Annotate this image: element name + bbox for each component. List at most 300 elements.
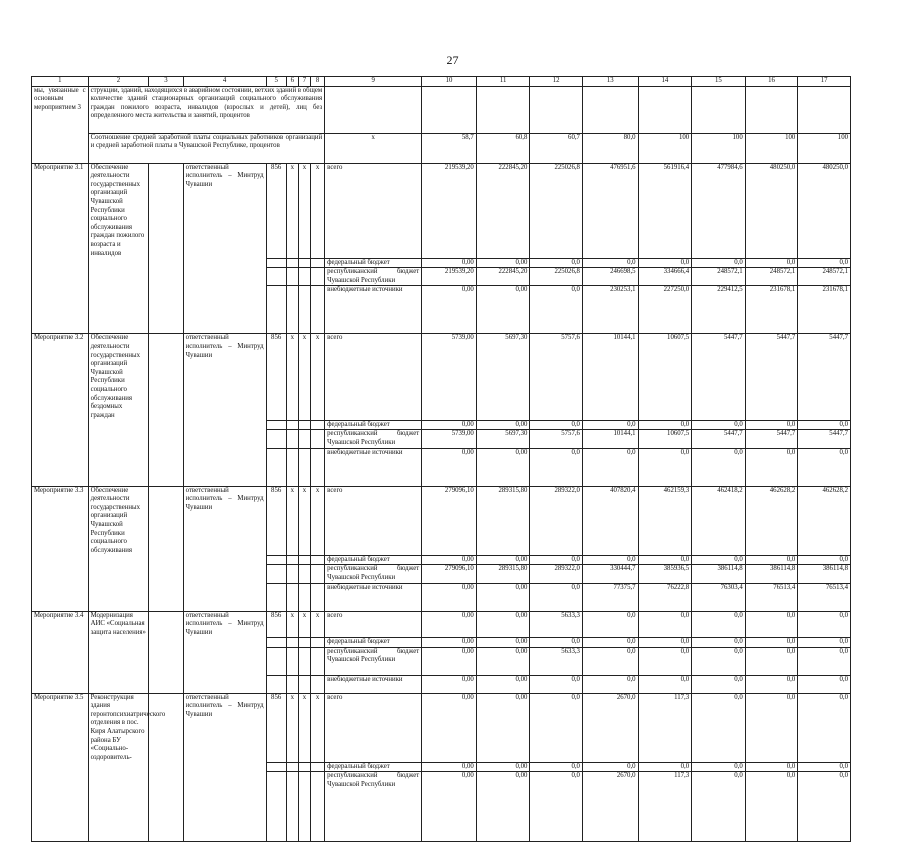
expense-code: x <box>311 611 325 637</box>
empty-cell <box>149 647 183 675</box>
funding-value: 0,0 <box>798 762 851 772</box>
funding-row <box>32 334 851 420</box>
funding-value: 0,0 <box>530 637 583 647</box>
empty-cell <box>183 268 266 286</box>
empty-cell <box>286 637 298 647</box>
empty-cell <box>149 772 183 842</box>
indicator-salary-ratio: Соотношение средней заработной платы социальных работников организаций и средней заработной платы в Чувашской Республике, процентов <box>88 133 325 163</box>
funding-value: 0,00 <box>422 420 477 430</box>
funding-value: 0,00 <box>422 448 477 486</box>
empty-cell <box>32 762 89 772</box>
funding-value: 0,0 <box>745 762 798 772</box>
empty-cell <box>88 448 149 486</box>
funding-source: республиканский бюджет Чувашской Республики <box>325 772 422 842</box>
empty-cell <box>286 772 298 842</box>
empty-cell <box>88 555 149 565</box>
funding-value: 462628,2 <box>745 486 798 555</box>
funding-source: всего <box>325 334 422 420</box>
empty-cell <box>266 420 286 430</box>
funding-source: всего <box>325 486 422 555</box>
budget-code: 856 <box>266 163 286 258</box>
measure-code: Мероприятие 3.4 <box>32 611 89 637</box>
empty-cell <box>298 637 310 647</box>
funding-source: федеральный бюджет <box>325 420 422 430</box>
empty-cell <box>149 611 183 637</box>
funding-value: 0,0 <box>530 420 583 430</box>
column-number: 8 <box>311 77 325 87</box>
column-number: 14 <box>638 77 692 87</box>
funding-value: 5447,7 <box>692 334 746 420</box>
funding-value: 0,0 <box>745 675 798 693</box>
expense-code: x <box>311 693 325 762</box>
funding-row <box>32 647 851 675</box>
program-table <box>31 76 851 842</box>
empty-cell <box>183 430 266 448</box>
budget-code: 856 <box>266 486 286 555</box>
intro-section-label: мы, увязанные с основным мероприятием 3 <box>32 86 89 163</box>
empty-cell <box>32 430 89 448</box>
funding-value: 76222,8 <box>638 583 692 611</box>
funding-value: 0,0 <box>745 258 798 268</box>
funding-value: 0,0 <box>692 258 746 268</box>
empty-cell <box>183 258 266 268</box>
funding-value: 407820,4 <box>582 486 638 555</box>
target-code: x <box>298 163 310 258</box>
column-number: 12 <box>530 77 583 87</box>
funding-value: 0,0 <box>638 555 692 565</box>
funding-value: 10607,5 <box>638 334 692 420</box>
column-number: 11 <box>476 77 530 87</box>
funding-value: 0,0 <box>638 420 692 430</box>
funding-value: 77375,7 <box>582 583 638 611</box>
empty-cell <box>266 555 286 565</box>
section-code: x <box>286 163 298 258</box>
empty-cell <box>311 448 325 486</box>
empty-cell <box>32 268 89 286</box>
funding-value: 0,00 <box>422 286 477 334</box>
funding-value: 5697,30 <box>476 334 530 420</box>
funding-row <box>32 430 851 448</box>
empty-cell <box>298 430 310 448</box>
column-number: 5 <box>266 77 286 87</box>
funding-row <box>32 637 851 647</box>
funding-value: 227250,0 <box>638 286 692 334</box>
indicator-value: 100 <box>798 133 851 163</box>
funding-source: внебюджетные источники <box>325 583 422 611</box>
funding-value: 0,0 <box>692 675 746 693</box>
funding-value: 0,0 <box>530 693 583 762</box>
empty-cell <box>286 647 298 675</box>
funding-value: 0,0 <box>692 637 746 647</box>
empty-cell <box>183 762 266 772</box>
column-number: 6 <box>286 77 298 87</box>
funding-value: 0,00 <box>422 611 477 637</box>
empty-cell <box>32 555 89 565</box>
empty-cell <box>149 486 183 555</box>
funding-value: 0,0 <box>798 637 851 647</box>
funding-value: 219539,20 <box>422 163 477 258</box>
empty-cell <box>311 772 325 842</box>
funding-source: федеральный бюджет <box>325 258 422 268</box>
empty-cell <box>311 420 325 430</box>
column-number: 9 <box>325 77 422 87</box>
funding-value: 0,00 <box>476 637 530 647</box>
funding-value: 0,0 <box>798 258 851 268</box>
funding-value: 477984,6 <box>692 163 746 258</box>
funding-value: 0,0 <box>582 611 638 637</box>
column-number: 16 <box>745 77 798 87</box>
funding-value: 230253,1 <box>582 286 638 334</box>
funding-value: 334666,4 <box>638 268 692 286</box>
funding-value: 5757,6 <box>530 334 583 420</box>
column-number: 4 <box>183 77 266 87</box>
empty-cell <box>266 637 286 647</box>
funding-row <box>32 486 851 555</box>
funding-row <box>32 448 851 486</box>
funding-value: 0,0 <box>798 675 851 693</box>
empty-cell <box>149 693 183 762</box>
funding-value: 5697,30 <box>476 430 530 448</box>
funding-value: 5447,7 <box>745 334 798 420</box>
empty-cell <box>149 675 183 693</box>
empty-cell <box>149 420 183 430</box>
empty-cell <box>32 772 89 842</box>
empty-cell <box>32 286 89 334</box>
funding-value: 386114,8 <box>798 565 851 583</box>
funding-source: республиканский бюджет Чувашской Республики <box>325 430 422 448</box>
indicator-value: 58,7 <box>422 133 477 163</box>
funding-value: 0,0 <box>692 611 746 637</box>
empty-cell <box>88 565 149 583</box>
empty-cell <box>266 762 286 772</box>
funding-value: 385936,5 <box>638 565 692 583</box>
funding-value: 0,00 <box>422 637 477 647</box>
measure-code: Мероприятие 3.5 <box>32 693 89 762</box>
funding-value: 0,00 <box>422 675 477 693</box>
funding-value: 0,0 <box>582 420 638 430</box>
funding-value: 0,00 <box>476 647 530 675</box>
funding-value: 0,0 <box>692 555 746 565</box>
funding-value: 231678,1 <box>798 286 851 334</box>
funding-value: 0,00 <box>476 583 530 611</box>
funding-value: 0,00 <box>422 583 477 611</box>
empty-cell <box>32 583 89 611</box>
funding-value: 0,00 <box>476 772 530 842</box>
funding-value: 0,00 <box>476 448 530 486</box>
funding-row <box>32 555 851 565</box>
funding-value: 0,0 <box>530 448 583 486</box>
empty-cell <box>286 583 298 611</box>
empty-cell <box>298 286 310 334</box>
empty-cell <box>183 772 266 842</box>
funding-value: 5447,7 <box>692 430 746 448</box>
empty-cell <box>149 583 183 611</box>
empty-cell <box>149 268 183 286</box>
empty-cell <box>149 637 183 647</box>
empty-cell <box>183 637 266 647</box>
empty-cell <box>298 268 310 286</box>
measure-code: Мероприятие 3.3 <box>32 486 89 555</box>
funding-value: 0,0 <box>582 637 638 647</box>
funding-value: 248572,1 <box>798 268 851 286</box>
funding-value: 0,0 <box>745 647 798 675</box>
target-code: x <box>298 334 310 420</box>
funding-value: 5757,6 <box>530 430 583 448</box>
empty-cell <box>286 675 298 693</box>
funding-value: 229412,5 <box>692 286 746 334</box>
funding-value: 2670,0 <box>582 772 638 842</box>
funding-value: 219539,20 <box>422 268 477 286</box>
section-code: x <box>286 693 298 762</box>
target-code: x <box>298 611 310 637</box>
funding-row <box>32 163 851 258</box>
funding-source: внебюджетные источники <box>325 286 422 334</box>
budget-code: 856 <box>266 693 286 762</box>
funding-value: 0,0 <box>798 611 851 637</box>
funding-source: внебюджетные источники <box>325 675 422 693</box>
empty-cell <box>311 647 325 675</box>
empty-cell <box>311 583 325 611</box>
empty-cell <box>183 565 266 583</box>
column-number: 3 <box>149 77 183 87</box>
empty-cell <box>286 565 298 583</box>
funding-value: 289322,0 <box>530 486 583 555</box>
section-code: x <box>286 334 298 420</box>
column-number: 2 <box>88 77 149 87</box>
section-code: x <box>286 611 298 637</box>
funding-value: 0,0 <box>638 448 692 486</box>
empty-cell <box>149 430 183 448</box>
funding-value: 0,0 <box>745 693 798 762</box>
empty-cell <box>183 286 266 334</box>
funding-value: 5739,00 <box>422 334 477 420</box>
empty-cell <box>311 430 325 448</box>
empty-cell <box>311 762 325 772</box>
funding-value: 117,3 <box>638 772 692 842</box>
funding-value: 0,0 <box>530 772 583 842</box>
funding-value: 225026,8 <box>530 163 583 258</box>
funding-value: 5447,7 <box>745 430 798 448</box>
measure-code: Мероприятие 3.2 <box>32 334 89 420</box>
column-number: 15 <box>692 77 746 87</box>
funding-value: 386114,8 <box>745 565 798 583</box>
funding-row <box>32 268 851 286</box>
target-code: x <box>298 693 310 762</box>
empty-cell <box>149 286 183 334</box>
funding-value: 0,0 <box>798 693 851 762</box>
empty-cell <box>32 448 89 486</box>
funding-row <box>32 583 851 611</box>
funding-value: 462628,2 <box>798 486 851 555</box>
column-number-row <box>32 77 851 87</box>
funding-source: всего <box>325 693 422 762</box>
empty-cell <box>266 286 286 334</box>
expense-code: x <box>311 334 325 420</box>
empty-cell <box>266 772 286 842</box>
funding-value: 5633,3 <box>530 611 583 637</box>
page-number: 27 <box>446 53 459 67</box>
empty-cell <box>298 565 310 583</box>
funding-value: 0,0 <box>530 258 583 268</box>
measure-executor: ответственный исполнитель – Минтруд Чувашии <box>183 334 266 420</box>
indicator-value: 60,8 <box>476 133 530 163</box>
funding-value: 0,0 <box>692 693 746 762</box>
empty-cell <box>266 647 286 675</box>
funding-value: 561916,4 <box>638 163 692 258</box>
funding-value: 0,0 <box>582 675 638 693</box>
empty-cell <box>88 258 149 268</box>
funding-value: 0,00 <box>476 286 530 334</box>
measure-executor: ответственный исполнитель – Минтруд Чувашии <box>183 486 266 555</box>
funding-row <box>32 693 851 762</box>
funding-source: республиканский бюджет Чувашской Республики <box>325 647 422 675</box>
empty-cell <box>32 647 89 675</box>
funding-value: 5739,00 <box>422 430 477 448</box>
funding-value: 0,00 <box>476 675 530 693</box>
funding-value: 225026,8 <box>530 268 583 286</box>
funding-value: 0,00 <box>422 762 477 772</box>
empty-cell <box>88 420 149 430</box>
empty-cell <box>286 430 298 448</box>
empty-cell <box>183 555 266 565</box>
funding-value: 0,0 <box>745 555 798 565</box>
empty-cell <box>298 420 310 430</box>
funding-value: 0,0 <box>745 420 798 430</box>
funding-value: 0,0 <box>745 448 798 486</box>
funding-value: 222845,20 <box>476 268 530 286</box>
funding-row <box>32 762 851 772</box>
funding-value: 476951,6 <box>582 163 638 258</box>
funding-value: 0,0 <box>530 762 583 772</box>
funding-row <box>32 565 851 583</box>
funding-value: 0,0 <box>530 555 583 565</box>
empty-cell <box>149 555 183 565</box>
funding-value: 0,0 <box>582 258 638 268</box>
funding-value: 0,0 <box>638 647 692 675</box>
funding-value: 480250,0 <box>745 163 798 258</box>
empty-cell <box>298 583 310 611</box>
empty-cell <box>298 772 310 842</box>
funding-value: 5633,3 <box>530 647 583 675</box>
empty-cell <box>298 448 310 486</box>
funding-value: 0,00 <box>476 258 530 268</box>
funding-value: 279096,10 <box>422 565 477 583</box>
funding-value: 0,0 <box>530 583 583 611</box>
empty-cell <box>183 448 266 486</box>
funding-value: 0,0 <box>798 555 851 565</box>
funding-value: 279096,10 <box>422 486 477 555</box>
funding-row <box>32 611 851 637</box>
indicator-value: 80,0 <box>582 133 638 163</box>
funding-value: 0,00 <box>476 693 530 762</box>
funding-value: 117,3 <box>638 693 692 762</box>
measure-name: Обеспечение деятельности государственных организаций Чувашской Республики социального обслуживания бездомных граждан <box>88 334 149 420</box>
funding-row <box>32 420 851 430</box>
funding-value: 0,0 <box>638 258 692 268</box>
funding-value: 0,0 <box>692 647 746 675</box>
empty-cell <box>286 258 298 268</box>
column-number: 7 <box>298 77 310 87</box>
funding-value: 0,00 <box>422 693 477 762</box>
funding-value: 0,0 <box>638 675 692 693</box>
funding-value: 0,00 <box>422 647 477 675</box>
table-body <box>32 77 851 842</box>
empty-cell <box>298 555 310 565</box>
intro-row-1 <box>32 86 851 133</box>
funding-value: 5447,7 <box>798 430 851 448</box>
measure-executor: ответственный исполнитель – Минтруд Чувашии <box>183 693 266 762</box>
funding-value: 289322,0 <box>530 565 583 583</box>
empty-cell <box>149 565 183 583</box>
funding-value: 5447,7 <box>798 334 851 420</box>
empty-cell <box>183 647 266 675</box>
funding-value: 0,0 <box>692 762 746 772</box>
funding-value: 10144,1 <box>582 430 638 448</box>
measure-executor: ответственный исполнитель – Минтруд Чувашии <box>183 163 266 258</box>
funding-value: 0,0 <box>582 647 638 675</box>
empty-cell <box>311 637 325 647</box>
funding-value: 0,00 <box>476 420 530 430</box>
intro-indicator-text: струкции, зданий, находящихся в аварийном состоянии, ветхих зданий в общем количестве зданий стационарных организаций социального обслуживания граждан пожилого возраста, инвалидов (взрослых и детей), лиц без определенного места жительства и занятий, процентов <box>88 86 325 133</box>
funding-value: 246698,5 <box>582 268 638 286</box>
indicator-value: 60,7 <box>530 133 583 163</box>
empty-cell <box>149 334 183 420</box>
funding-row <box>32 286 851 334</box>
empty-cell <box>311 258 325 268</box>
funding-value: 462159,3 <box>638 486 692 555</box>
empty-cell <box>266 448 286 486</box>
column-number: 17 <box>798 77 851 87</box>
intro-row-2 <box>32 133 851 163</box>
funding-value: 289315,80 <box>476 486 530 555</box>
funding-value: 386114,8 <box>692 565 746 583</box>
empty-cell <box>266 430 286 448</box>
funding-value: 0,0 <box>692 772 746 842</box>
funding-value: 330444,7 <box>582 565 638 583</box>
funding-source: федеральный бюджет <box>325 555 422 565</box>
funding-value: 0,00 <box>476 555 530 565</box>
funding-value: 222845,20 <box>476 163 530 258</box>
funding-value: 10607,5 <box>638 430 692 448</box>
empty-cell <box>266 583 286 611</box>
empty-cell <box>266 258 286 268</box>
empty-cell <box>149 163 183 258</box>
empty-cell <box>286 555 298 565</box>
empty-cell <box>266 675 286 693</box>
empty-cell <box>298 647 310 675</box>
funding-value: 0,0 <box>798 772 851 842</box>
funding-value: 2670,0 <box>582 693 638 762</box>
funding-value: 0,00 <box>422 772 477 842</box>
funding-value: 0,0 <box>692 448 746 486</box>
empty-cell <box>286 448 298 486</box>
empty-cell <box>298 675 310 693</box>
measure-name: Модернизация АИС «Социальная защита населения» <box>88 611 149 637</box>
empty-cell <box>286 762 298 772</box>
funding-value: 0,0 <box>745 772 798 842</box>
funding-source: всего <box>325 611 422 637</box>
funding-value: 480250,0 <box>798 163 851 258</box>
funding-value: 0,0 <box>638 762 692 772</box>
indicator-x: x <box>325 133 422 163</box>
funding-value: 76513,4 <box>798 583 851 611</box>
funding-value: 0,0 <box>745 611 798 637</box>
funding-value: 76513,4 <box>745 583 798 611</box>
funding-value: 0,0 <box>798 420 851 430</box>
funding-row <box>32 258 851 268</box>
empty-cell <box>149 258 183 268</box>
funding-value: 248572,1 <box>745 268 798 286</box>
